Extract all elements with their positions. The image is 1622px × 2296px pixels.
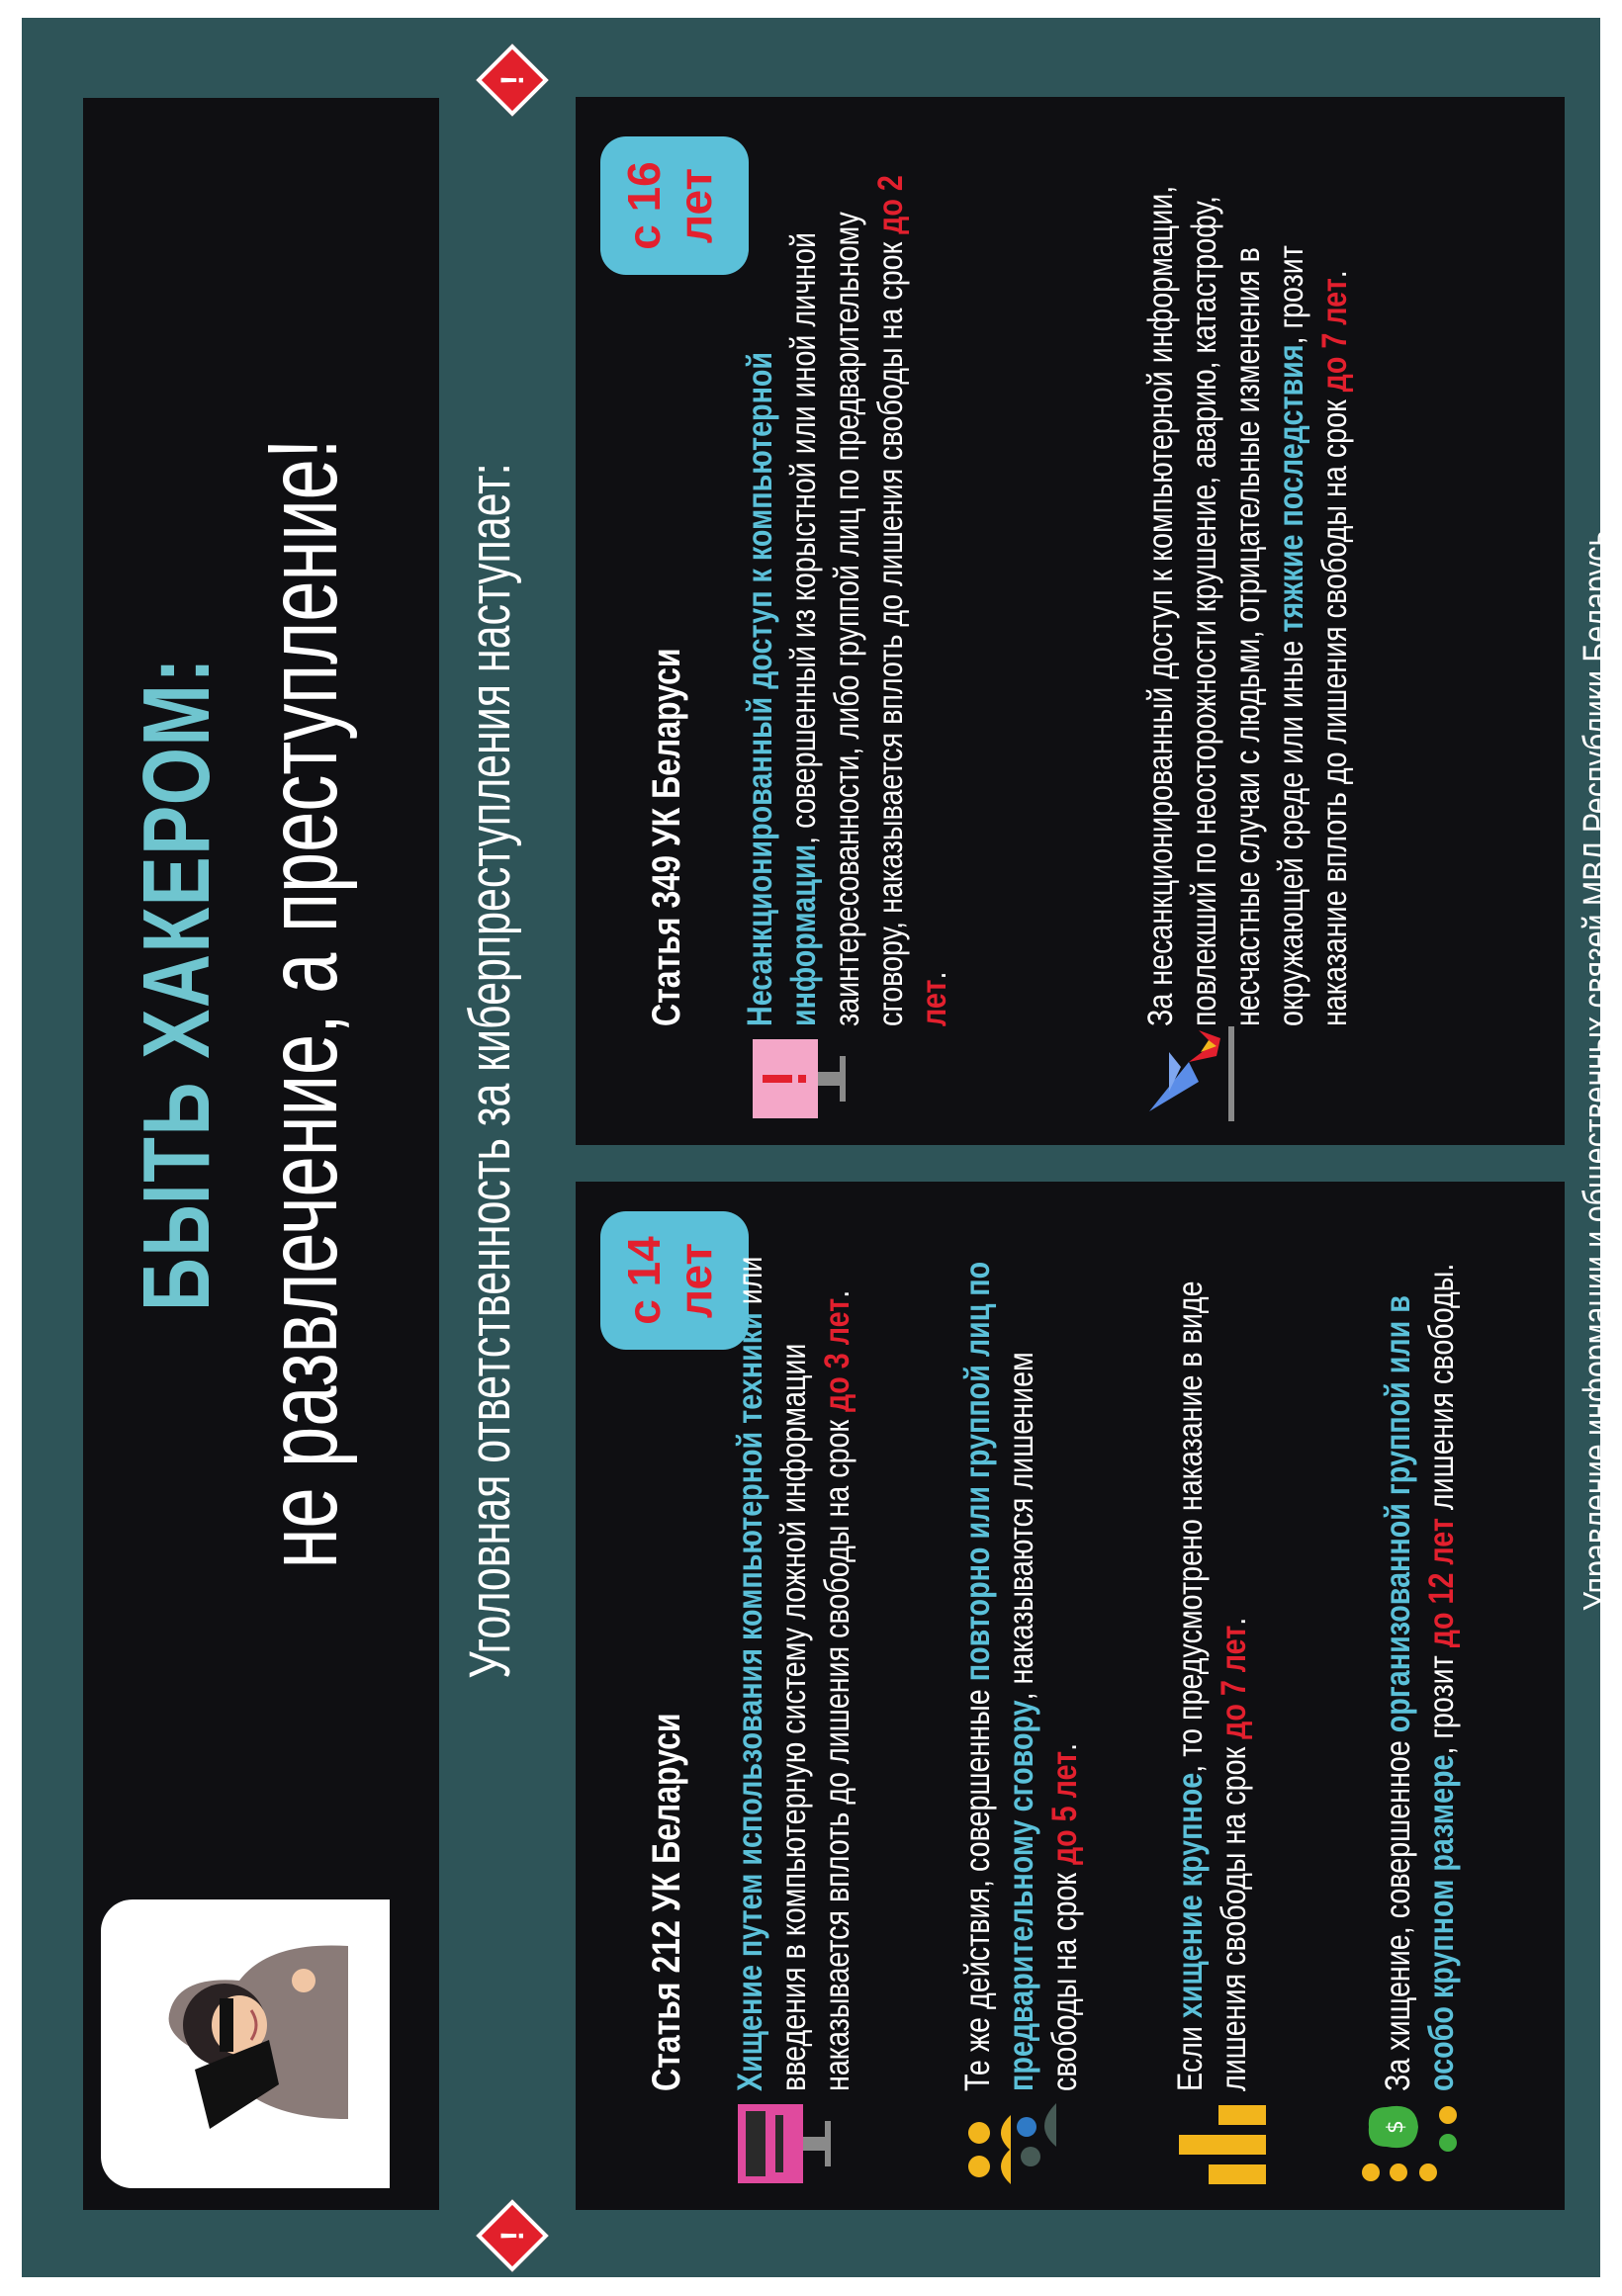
body-text: , наказываются лишением свободы на срок [1002,1352,1084,2091]
article-349-item-2 [1139,175,1357,1026]
poster-canvas [22,18,1618,2277]
hacker-illustration [101,1899,390,2188]
money-bag-group-icon [1357,2101,1466,2186]
age-badge-16 [600,136,749,275]
penalty-text: до 7 лет [1315,278,1354,393]
highlight-text: организованной группой или в особо крупном размере [1379,1295,1461,2091]
body-text: , то предусмотрено наказание в виде лишения свободы на срок [1171,1280,1253,2091]
body-text: . [1315,270,1354,279]
hacker-icon [101,1899,390,2188]
article-212-panel [576,1182,1565,2210]
article-212-item-3 [1169,1240,1256,2091]
age-badge-14 [600,1211,749,1350]
body-text: За хищение, совершенное [1379,1732,1417,2091]
hacked-monitor-icon [734,2101,843,2186]
article-349-panel [576,97,1565,1145]
body-text: или введения в компьютерную систему ложной информации наказывается вплоть до лишения свободы на срок [731,1256,856,2091]
subtitle: Уголовная ответственность за киберпреступления наступает: [458,463,522,1679]
svg-text:$: $ [1384,2120,1408,2134]
body-text: , грозит наказание вплоть до лишения свободы на срок [1272,245,1354,1026]
body-text: . [1215,1617,1253,1626]
highlight-text: повторно или группой лиц по предварительному сговору [958,1261,1040,2091]
article-212-title: Статья 212 УК Беларуси [645,1713,688,2091]
warning-left-icon: ! [476,2199,549,2272]
penalty-text: до 12 лет [1422,1518,1461,1648]
title-line-1: БЫТЬ ХАКЕРОМ: [124,657,229,1311]
plane-crash-icon [1129,1026,1238,1121]
body-text: . [1045,1742,1084,1751]
highlight-text: хищение крупное [1171,1772,1210,2019]
penalty-text: до 5 лет [1045,1750,1084,1866]
coin-stacks-icon [1169,2101,1268,2186]
group-of-people-icon [961,2101,1056,2186]
article-212-item-1 [729,1240,859,2091]
body-text: лишения свободы. [1422,1263,1461,1519]
article-349-item-1 [739,175,956,1026]
warning-right-icon: ! [476,44,549,117]
body-text: . [818,1289,856,1298]
warning-monitor-icon [749,1036,857,1121]
body-text: . [915,971,953,980]
highlight-text: Несанкционированный доступ к компьютерной информации [741,351,823,1026]
title-line-2: не развлечение, а преступление! [247,438,358,1569]
article-349-title: Статья 349 УК Беларуси [645,648,688,1026]
body-text: , грозит [1422,1647,1461,1755]
body-text: За несанкционированный доступ к компьютерной информации, повлекший по неосторожности крушение, аварию, катастрофу, несчастные случаи с людьми, отрицательные изменения в окружающей среде или иные [1141,185,1310,1026]
body-text: Если [1171,2018,1210,2091]
article-212-item-2 [956,1240,1087,2091]
age-badge-unit: лет [670,1242,721,1319]
penalty-text: до 3 лет [818,1297,856,1412]
age-badge-unit: лет [670,167,721,244]
body-text: , совершенный из корыстной или иной личной заинтересованности, либо группой лиц по предварительному сговору, наказывается вплоть до лишения свободы на срок [784,212,910,1026]
highlight-text: тяжкие последствия [1272,344,1310,633]
age-badge-value: с 16 [618,161,670,250]
footer-credit: Управление информации и общественных связей МВД Республики Беларусь [1577,530,1618,1612]
age-badge-value: с 14 [618,1236,670,1325]
penalty-text: до 2 лет [871,175,953,1026]
body-text: Те же действия, совершенные [958,1681,997,2091]
article-212-item-4 [1377,1240,1464,2091]
header-panel [83,98,439,2210]
highlight-text: Хищение путем использования компьютерной техники [731,1312,769,2091]
poster-sheet [22,18,1618,2277]
penalty-text: до 7 лет [1215,1625,1253,1739]
